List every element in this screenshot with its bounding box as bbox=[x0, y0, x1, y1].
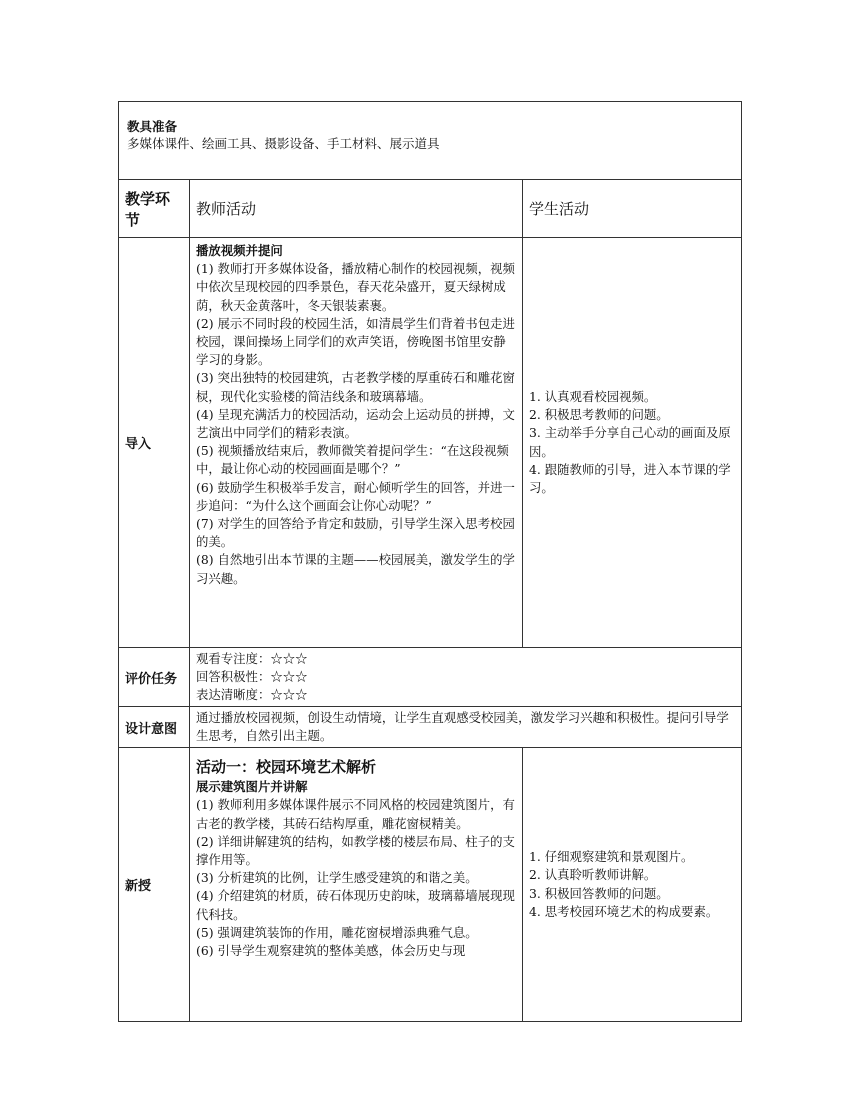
new-lesson-teacher-item: (4) 介绍建筑的材质，砖石体现历史韵味，玻璃幕墙展现现代科技。 bbox=[196, 888, 515, 922]
intro-teacher-item: (7) 对学生的回答给予肯定和鼓励，引导学生深入思考校园的美。 bbox=[196, 516, 515, 550]
intro-heading: 播放视频并提问 bbox=[196, 243, 283, 258]
intro-label: 导入 bbox=[119, 238, 190, 648]
new-lesson-teacher-item: (6) 引导学生观察建筑的整体美感，体会历史与现 bbox=[196, 943, 466, 959]
new-lesson-student-item: 4. 思考校园环境艺术的构成要素。 bbox=[529, 903, 719, 919]
intro-teacher-item: (8) 自然地引出本节课的主题——校园展美，激发学生的学习兴趣。 bbox=[196, 552, 515, 586]
intro-row bbox=[119, 238, 742, 648]
design-row bbox=[119, 707, 742, 748]
design-label: 设计意图 bbox=[119, 707, 190, 748]
intro-teacher-item: (4) 呈现充满活力的校园活动，运动会上运动员的拼搏，文艺演出中同学们的精彩表演。 bbox=[196, 406, 515, 441]
lesson-plan-page bbox=[118, 101, 741, 1022]
intro-teacher-item: (3) 突出独特的校园建筑，古老教学楼的厚重砖石和雕花窗棂，现代化实验楼的简洁线条和玻璃幕墙。 bbox=[196, 370, 515, 404]
header-teacher: 教师活动 bbox=[190, 180, 523, 238]
new-lesson-teacher-item: (3) 分析建筑的比例，让学生感受建筑的和谐之美。 bbox=[196, 870, 478, 886]
new-lesson-row bbox=[119, 748, 742, 1022]
prep-content: 多媒体课件、绘画工具、摄影设备、手工材料、展示道具 bbox=[127, 136, 440, 151]
new-lesson-student-item: 2. 认真聆听教师讲解。 bbox=[529, 867, 657, 883]
evaluation-item: 回答积极性：☆☆☆ bbox=[196, 668, 308, 684]
intro-student-cell bbox=[523, 238, 742, 648]
intro-student-item: 4. 跟随教师的引导，进入本节课的学习。 bbox=[529, 461, 731, 495]
intro-teacher-item: (5) 视频播放结束后，教师微笑着提问学生：“在这段视频中，最让你心动的校园画面是哪个？” bbox=[196, 443, 509, 477]
design-content: 通过播放校园视频，创设生动情境，让学生直观感受校园美，激发学习兴趣和积极性。提问引导学生思考，自然引出主题。 bbox=[190, 707, 742, 748]
new-lesson-student-cell bbox=[523, 748, 742, 1022]
header-student: 学生活动 bbox=[523, 180, 742, 238]
header-row bbox=[119, 180, 742, 238]
intro-teacher-item: (1) 教师打开多媒体设备，播放精心制作的校园视频，视频中依次呈现校园的四季景色，春天花朵盛开，夏天绿树成荫，秋天金黄落叶，冬天银装素裹。 bbox=[196, 261, 515, 313]
lesson-plan-table bbox=[118, 101, 742, 1022]
intro-teacher-item: (2) 展示不同时段的校园生活，如清晨学生们背着书包走进校园，课间操场上同学们的欢声笑语，傍晚图书馆里安静学习的身影。 bbox=[196, 315, 515, 368]
intro-student-item: 2. 积极思考教师的问题。 bbox=[529, 407, 669, 423]
new-lesson-teacher-item: (1) 教师利用多媒体课件展示不同风格的校园建筑图片，有古老的教学楼，其砖石结构厚重，雕花窗棂精美。 bbox=[196, 797, 515, 831]
prep-title: 教具准备 bbox=[127, 119, 178, 134]
new-lesson-student-item: 3. 积极回答教师的问题。 bbox=[529, 885, 669, 901]
evaluation-row bbox=[119, 648, 742, 707]
intro-student-item: 3. 主动举手分享自己心动的画面及原因。 bbox=[529, 425, 731, 459]
header-stage: 教学环节 bbox=[119, 180, 190, 238]
intro-teacher-cell bbox=[190, 238, 523, 648]
intro-teacher-item: (6) 鼓励学生积极举手发言，耐心倾听学生的回答，并进一步追问：“为什么这个画面会让你心动呢？” bbox=[196, 479, 515, 513]
evaluation-item: 表达清晰度：☆☆☆ bbox=[196, 687, 308, 703]
new-lesson-heading: 展示建筑图片并讲解 bbox=[196, 779, 308, 795]
evaluation-cell bbox=[190, 648, 742, 707]
new-lesson-teacher-item: (5) 强调建筑装饰的作用，雕花窗棂增添典雅气息。 bbox=[196, 924, 478, 940]
new-lesson-label: 新授 bbox=[119, 748, 190, 1022]
prep-cell bbox=[119, 102, 742, 180]
new-lesson-student-item: 1. 仔细观察建筑和景观图片。 bbox=[529, 849, 694, 865]
new-lesson-teacher-cell bbox=[190, 748, 523, 1022]
prep-row bbox=[119, 102, 742, 180]
new-lesson-teacher-item: (2) 详细讲解建筑的结构，如教学楼的楼层布局、柱子的支撑作用等。 bbox=[196, 833, 515, 868]
intro-student-item: 1. 认真观看校园视频。 bbox=[529, 388, 657, 404]
evaluation-item: 观看专注度：☆☆☆ bbox=[196, 650, 308, 666]
evaluation-label: 评价任务 bbox=[119, 648, 190, 707]
activity-title: 活动一：校园环境艺术解析 bbox=[196, 758, 377, 776]
